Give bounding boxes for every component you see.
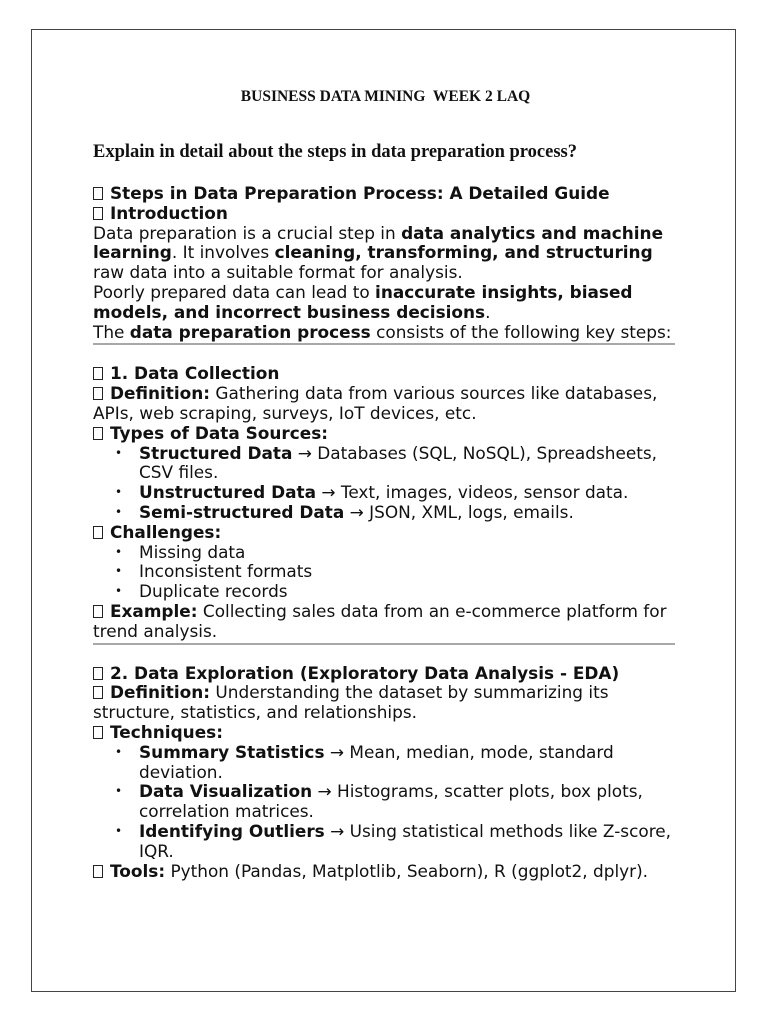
divider xyxy=(93,643,675,645)
list-item: • Inconsistent formats xyxy=(139,562,683,582)
missing-glyph-icon xyxy=(93,207,103,220)
question-heading: Explain in detail about the steps in data preparation process? xyxy=(93,142,577,162)
challenges-list xyxy=(93,543,683,602)
challenges-heading: Challenges: xyxy=(93,523,683,543)
answer-body xyxy=(93,184,683,881)
intro-paragraph-3: The data preparation process consists of the following key steps: xyxy=(93,321,672,342)
intro-paragraph-2: Poorly prepared data can lead to inaccurate insights, biased models, and incorrect business decisions. xyxy=(93,281,633,322)
tools: Tools: Python (Pandas, Matplotlib, Seaborn), R (ggplot2, dplyr). xyxy=(93,862,683,882)
missing-glyph-icon xyxy=(93,865,103,878)
example: Example: Collecting sales data from an e-commerce platform for trend analysis. xyxy=(93,600,667,641)
definition: Definition: Gathering data from various sources like databases, APIs, web scraping, surveys, IoT devices, etc. xyxy=(93,383,658,423)
types-heading: Types of Data Sources: xyxy=(93,424,683,444)
section-data-exploration xyxy=(93,664,683,882)
types-list xyxy=(93,444,683,523)
techniques-list xyxy=(93,743,683,862)
list-item: • Duplicate records xyxy=(139,582,683,602)
list-item: • Structured Data → Databases (SQL, NoSQL), Spreadsheets, CSV files. xyxy=(139,444,683,484)
document-title: BUSINESS DATA MINING WEEK 2 LAQ xyxy=(240,88,531,105)
missing-glyph-icon xyxy=(93,667,103,680)
divider xyxy=(93,343,675,345)
guide-heading: Steps in Data Preparation Process: A Detailed Guide xyxy=(93,184,683,204)
list-item: • Identifying Outliers → Using statistical methods like Z-score, IQR. xyxy=(139,822,683,862)
list-item: • Unstructured Data → Text, images, videos, sensor data. xyxy=(139,483,683,503)
definition: Definition: Understanding the dataset by summarizing its structure, statistics, and relationships. xyxy=(93,682,609,723)
missing-glyph-icon xyxy=(93,387,103,400)
missing-glyph-icon xyxy=(93,686,103,699)
section-data-collection xyxy=(93,364,683,644)
list-item: • Summary Statistics → Mean, median, mode, standard deviation. xyxy=(139,743,683,783)
list-item: • Data Visualization → Histograms, scatter plots, box plots, correlation matrices. xyxy=(139,782,683,822)
section-heading: 2. Data Exploration (Exploratory Data Analysis - EDA) xyxy=(93,664,683,684)
intro-paragraph-1: Data preparation is a crucial step in data analytics and machine learning. It involves cleaning, transforming, and structuring raw data into a suitable format for analysis. xyxy=(93,222,664,283)
missing-glyph-icon xyxy=(93,427,103,440)
missing-glyph-icon xyxy=(93,726,103,739)
section-heading: 1. Data Collection xyxy=(93,364,683,384)
missing-glyph-icon xyxy=(93,526,103,539)
list-item: • Missing data xyxy=(139,543,683,563)
list-item: • Semi-structured Data → JSON, XML, logs, emails. xyxy=(139,503,683,523)
missing-glyph-icon xyxy=(93,187,103,200)
intro-heading: Introduction xyxy=(93,204,683,224)
missing-glyph-icon xyxy=(93,367,103,380)
missing-glyph-icon xyxy=(93,605,103,618)
techniques-heading: Techniques: xyxy=(93,723,683,743)
